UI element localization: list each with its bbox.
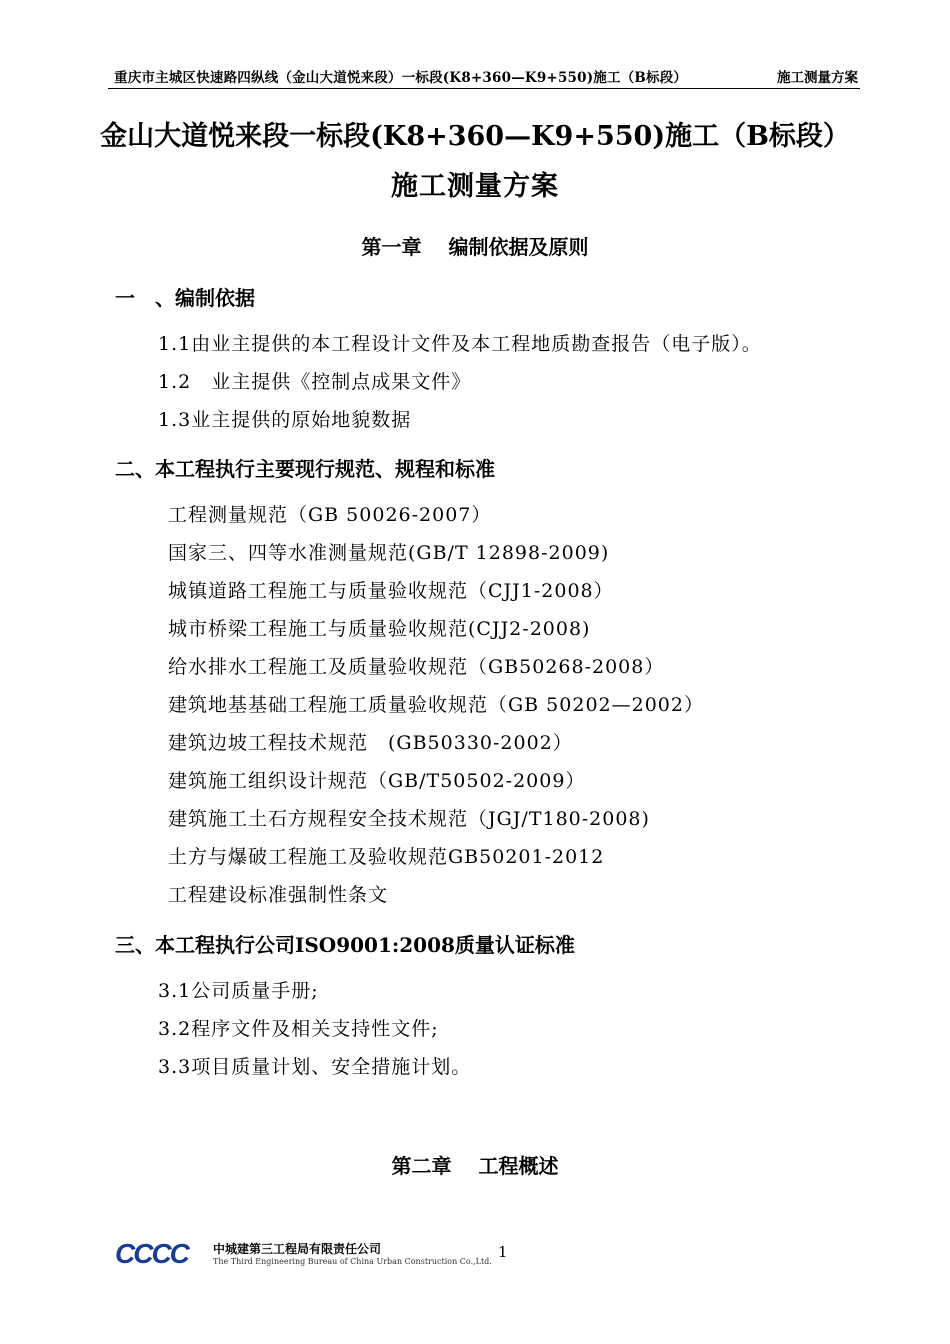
- list-item: 城市桥梁工程施工与质量验收规范(CJJ2-2008): [168, 618, 591, 640]
- company-logo: CCCC: [115, 1238, 188, 1269]
- section-heading-1: 一 、编制依据: [115, 286, 255, 310]
- list-item: 建筑施工组织设计规范（GB/T50502-2009）: [168, 770, 586, 792]
- document-subtitle: 施工测量方案: [391, 171, 559, 202]
- list-item: 1.2 业主提供《控制点成果文件》: [158, 371, 472, 393]
- list-item: 工程建设标准强制性条文: [168, 884, 389, 906]
- list-item: 给水排水工程施工及质量验收规范（GB50268-2008）: [168, 656, 665, 678]
- section-heading-3: 三、本工程执行公司ISO9001:2008质量认证标准: [115, 933, 575, 957]
- list-item: 3.1公司质量手册;: [158, 980, 319, 1002]
- header-rule: [108, 88, 860, 89]
- company-name-en: The Third Engineering Bureau of China Urban Construction Co.,Ltd.: [213, 1257, 492, 1266]
- company-footer: [115, 1238, 492, 1272]
- page-number: 1: [498, 1243, 508, 1261]
- list-item: 建筑施工土石方规程安全技术规范（JGJ/T180-2008): [168, 808, 650, 830]
- list-item: 土方与爆破工程施工及验收规范GB50201-2012: [168, 846, 605, 868]
- running-header-doc-type: 施工测量方案: [777, 70, 858, 86]
- company-name-cn: 中城建第三工程局有限责任公司: [213, 1242, 382, 1256]
- list-item: 1.3业主提供的原始地貌数据: [158, 409, 412, 431]
- chapter-heading-2: 第二章 工程概述: [391, 1154, 559, 1178]
- section-heading-2: 二、本工程执行主要现行规范、规程和标准: [115, 457, 495, 481]
- list-item: 工程测量规范（GB 50026-2007）: [168, 504, 492, 526]
- list-item: 3.3项目质量计划、安全措施计划。: [158, 1056, 472, 1078]
- running-header-title: 重庆市主城区快速路四纵线（金山大道悦来段）一标段(K8+360—K9+550)施工（B标段）: [114, 70, 688, 86]
- chapter-heading-1: 第一章 编制依据及原则: [361, 235, 589, 259]
- list-item: 3.2程序文件及相关支持性文件;: [158, 1018, 439, 1040]
- document-title: 金山大道悦来段一标段(K8+360—K9+550)施工（B标段）: [100, 121, 850, 152]
- list-item: 建筑地基基础工程施工质量验收规范（GB 50202—2002）: [168, 694, 704, 716]
- list-item: 1.1由业主提供的本工程设计文件及本工程地质勘查报告（电子版）。: [158, 333, 762, 355]
- list-item: 建筑边坡工程技术规范 (GB50330-2002）: [168, 732, 573, 754]
- list-item: 城镇道路工程施工与质量验收规范（CJJ1-2008）: [168, 580, 614, 602]
- list-item: 国家三、四等水准测量规范(GB/T 12898-2009): [168, 542, 610, 564]
